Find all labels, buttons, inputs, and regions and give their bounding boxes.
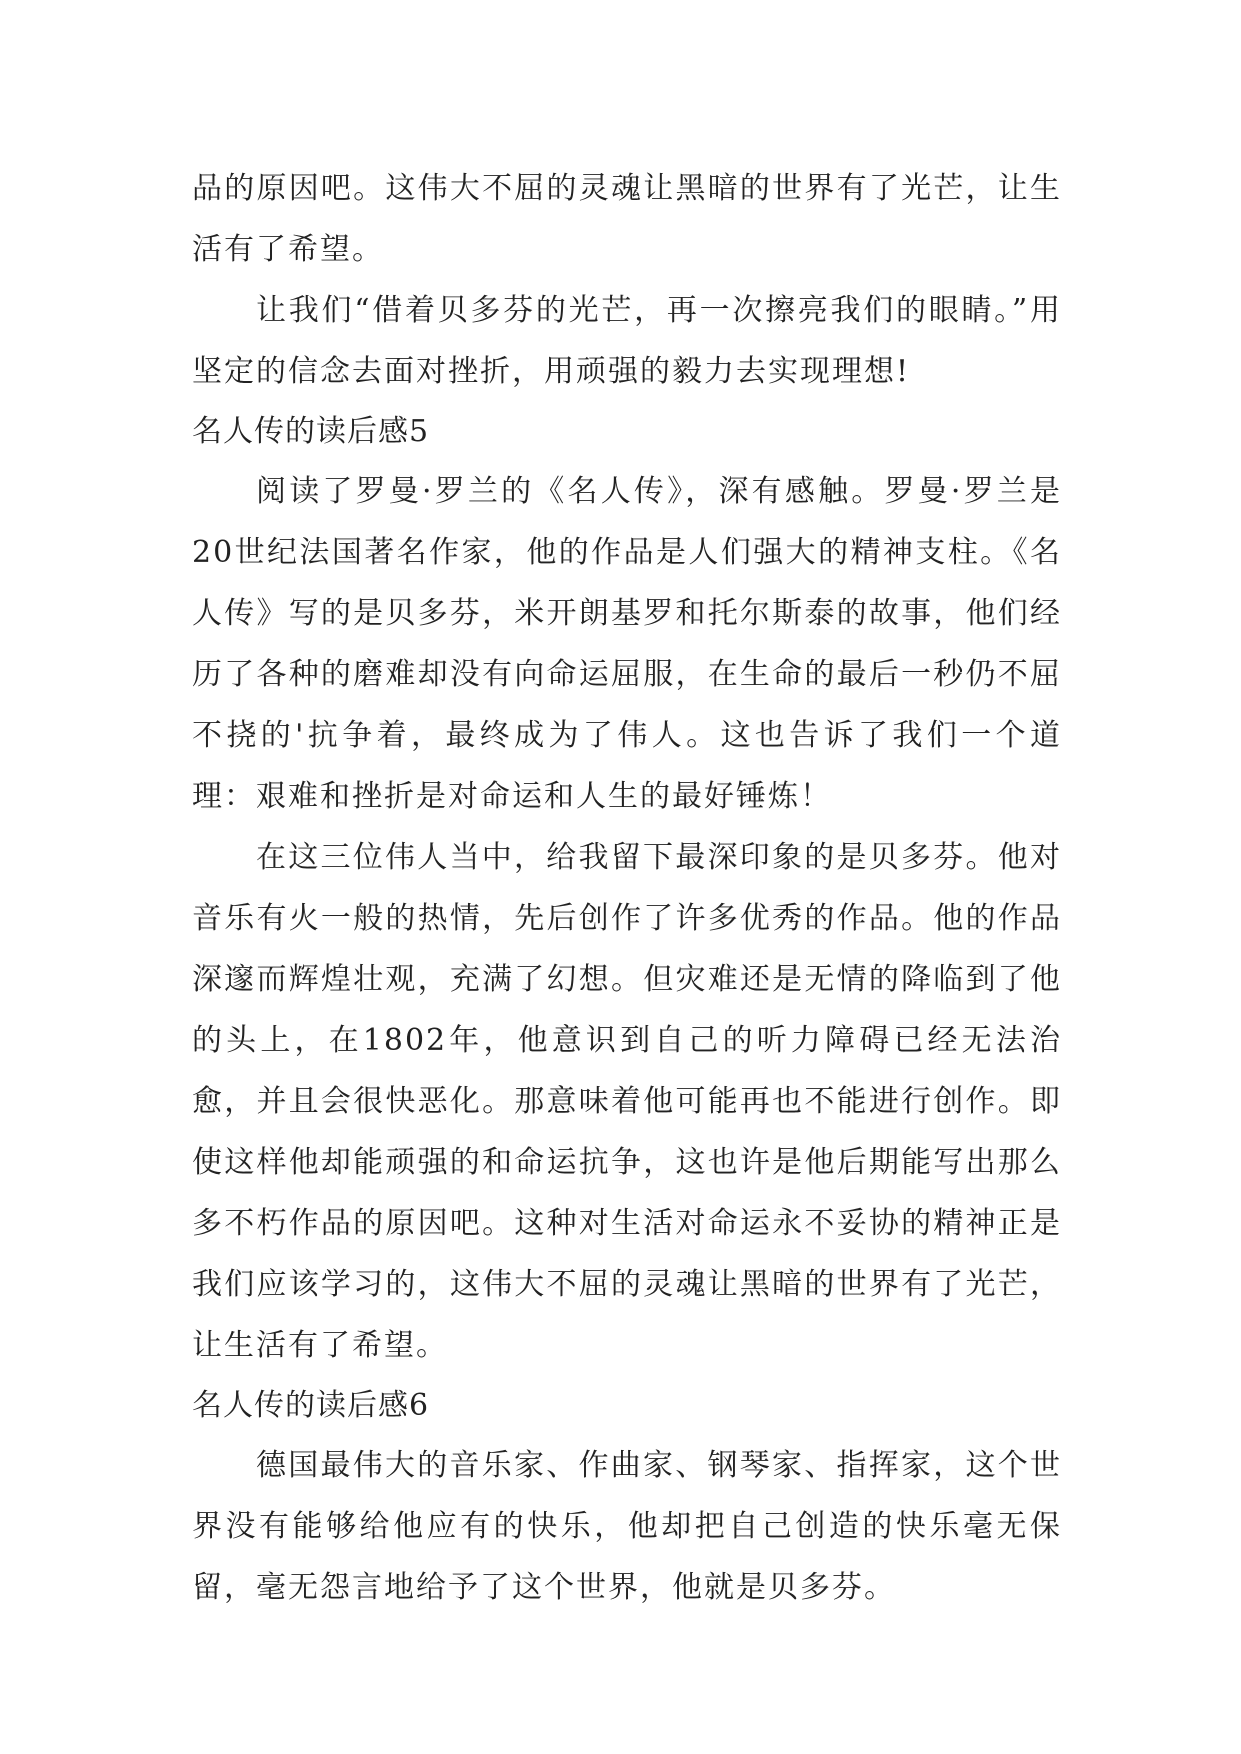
paragraph-1: 品的原因吧。这伟大不屈的灵魂让黑暗的世界有了光芒，让生活有了希望。 bbox=[192, 171, 1062, 267]
paragraph-3: 阅读了罗曼·罗兰的《名人传》，深有感触。罗曼·罗兰是20世纪法国著名作家，他的作品是人们强大的精神支柱。《名人传》写的是贝多芬，米开朗基罗和托尔斯泰的故事，他们经历了各种的磨难却没有向命运屈服，在生命的最后一秒仍不屈不挠的'抗争着，最终成为了伟人。这也告诉了我们一个道理：艰难和挫折是对命运和人生的最好锤炼！ bbox=[192, 474, 1062, 814]
section-heading-5: 名人传的读后感5 bbox=[192, 414, 430, 449]
section-heading-6: 名人传的读后感6 bbox=[192, 1388, 430, 1423]
paragraph-5: 德国最伟大的音乐家、作曲家、钢琴家、指挥家，这个世界没有能够给他应有的快乐，他却把自己创造的快乐毫无保留，毫无怨言地给予了这个世界，他就是贝多芬。 bbox=[192, 1448, 1062, 1605]
document-body bbox=[192, 158, 1062, 1618]
paragraph-4: 在这三位伟人当中，给我留下最深印象的是贝多芬。他对音乐有火一般的热情，先后创作了许多优秀的作品。他的作品深邃而辉煌壮观，充满了幻想。但灾难还是无情的降临到了他的头上，在1802年，他意识到自己的听力障碍已经无法治愈，并且会很快恶化。那意味着他可能再也不能进行创作。即使这样他却能顽强的和命运抗争，这也许是他后期能写出那么多不朽作品的原因吧。这种对生活对命运永不妥协的精神正是我们应该学习的，这伟大不屈的灵魂让黑暗的世界有了光芒，让生活有了希望。 bbox=[192, 840, 1062, 1363]
paragraph-2: 让我们“借着贝多芬的光芒，再一次擦亮我们的眼睛。”用坚定的信念去面对挫折，用顽强的毅力去实现理想! bbox=[192, 293, 1062, 389]
